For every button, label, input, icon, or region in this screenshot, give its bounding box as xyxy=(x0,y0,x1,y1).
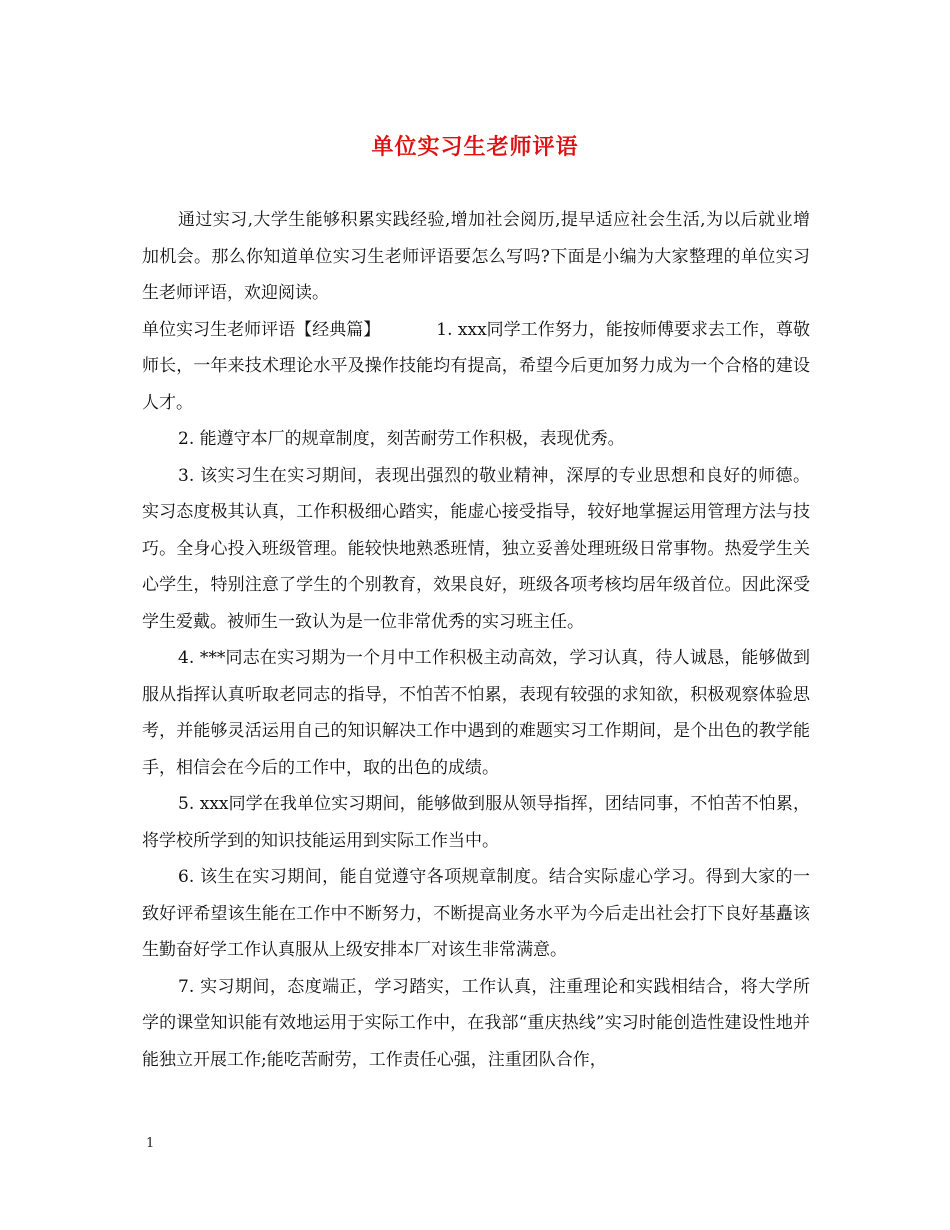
item-2: 2. 能遵守本厂的规章制度，刻苦耐劳工作积极，表现优秀。 xyxy=(178,429,625,449)
item-3: 3. 该实习生在实习期间，表现出强烈的敬业精神，深厚的专业思想和良好的师德。实习态度极其认真，工作积极细心踏实，能虚心接受指导，较好地掌握运用管理方法与技巧。全身心投入班级管理。能较快地熟悉班情，独立妥善处理班级日常事物。热爱学生关心学生，特别注意了学生的个别教育，效果良好，班级各项考核均居年级首位。因此深受学生爱戴。被师生一致认为是一位非常优秀的实习班主任。 xyxy=(142,465,810,632)
page-number: 1 xyxy=(146,1136,155,1151)
section-paragraph xyxy=(142,312,810,422)
item-6: 6. 该生在实习期间，能自觉遵守各项规章制度。结合实际虚心学习。得到大家的一致好评希望该生能在工作中不断努力，不断提高业务水平为今后走出社会打下良好基矗该生勤奋好学工作认真服从上级安排本厂对该生非常满意。 xyxy=(142,867,810,960)
document-body xyxy=(142,202,810,1078)
intro-paragraph: 通过实习,大学生能够积累实践经验,增加社会阅历,提早适应社会生活,为以后就业增加机会。那么你知道单位实习生老师评语要怎么写吗?下面是小编为大家整理的单位实习生老师评语，欢迎阅读。 xyxy=(142,210,810,303)
section-heading: 单位实习生老师评语【经典篇】 xyxy=(142,319,381,340)
item-1: 1. xxx同学工作努力，能按师傅要求去工作，尊敬师长，一年来技术理论水平及操作技能均有提高，希望今后更加努力成为一个合格的建设人才。 xyxy=(142,319,811,413)
item-5: 5. xxx同学在我单位实习期间，能够做到服从领导指挥，团结同事，不怕苦不怕累，将学校所学到的知识技能运用到实际工作当中。 xyxy=(142,794,810,851)
item-4: 4. ***同志在实习期为一个月中工作积极主动高效，学习认真，待人诚恳，能够做到服从指挥认真听取老同志的指导，不怕苦不怕累，表现有较强的求知欲，积极观察体验思考，并能够灵活运用自己的知识解决工作中遇到的难题实习工作期间，是个出色的教学能手，相信会在今后的工作中，取的出色的成绩。 xyxy=(142,648,810,778)
document-title: 单位实习生老师评语 xyxy=(371,134,579,160)
item-7: 7. 实习期间，态度端正，学习踏实，工作认真，注重理论和实践相结合，将大学所学的课堂知识能有效地运用于实际工作中，在我部“重庆热线”实习时能创造性建设性地并能独立开展工作;能吃苦耐劳，工作责任心强，注重团队合作， xyxy=(142,976,810,1070)
